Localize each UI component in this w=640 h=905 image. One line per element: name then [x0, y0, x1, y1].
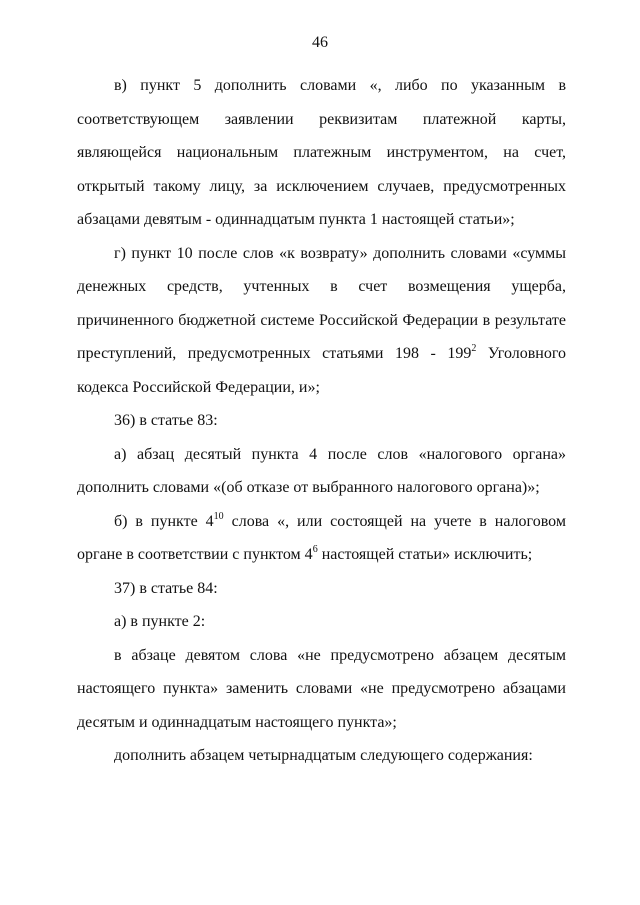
paragraph-item-g: [77, 237, 566, 405]
paragraph-text: настоящей статьи» исключить;: [317, 546, 533, 563]
paragraph-item-a-83: а) абзац десятый пункта 4 после слов «налогового органа» дополнить словами «(об отказе от выбранного налогового органа)»;: [77, 445, 566, 496]
page-number: 46: [312, 34, 328, 51]
paragraph-item-a-84: а) в пункте 2:: [114, 613, 206, 630]
superscript: 6: [312, 544, 318, 555]
paragraph-article-83: 36) в статье 83:: [114, 412, 218, 429]
paragraph-ninth-abzats: в абзаце девятом слова «не предусмотрено абзацем десятым настоящего пункта» заменить словами «не предусмотрено абзацами десятым и одиннадцатым настоящего пункта»;: [77, 646, 566, 731]
paragraph-item-v: в) пункт 5 дополнить словами «, либо по указанным в соответствующем заявлении реквизитам платежной карты, являющейся национальным платежным инструментом, на счет, открытый такому лицу, за исключением случаев, предусмотренных абзацами девятым - одиннадцатым пункта 1 настоящей статьи»;: [77, 77, 566, 228]
paragraph-article-84: 37) в статье 84:: [114, 579, 218, 597]
paragraph-text: Уголовного кодекса Российской Федерации, и»;: [77, 345, 566, 396]
paragraph-text: г) пункт 10 после слов «к возврату» дополнить словами «суммы денежных средств, учтенных в счет возмещения ущерба, причиненного бюджетной системе Российской Федерации в результате преступлений, предусмотренных статьями 198 - 199: [77, 244, 566, 362]
document-body: [77, 69, 566, 773]
paragraph-text: слова «, или состоящей на учете в налоговом органе в соответствии с пунктом 4: [77, 512, 566, 563]
superscript: 10: [213, 510, 224, 522]
paragraph-item-b-83: [77, 505, 566, 572]
paragraph-add-fourteenth: дополнить абзацем четырнадцатым следующего содержания:: [114, 747, 533, 764]
paragraph-text: б) в пункте 4: [114, 512, 214, 530]
superscript: 2: [471, 343, 477, 354]
